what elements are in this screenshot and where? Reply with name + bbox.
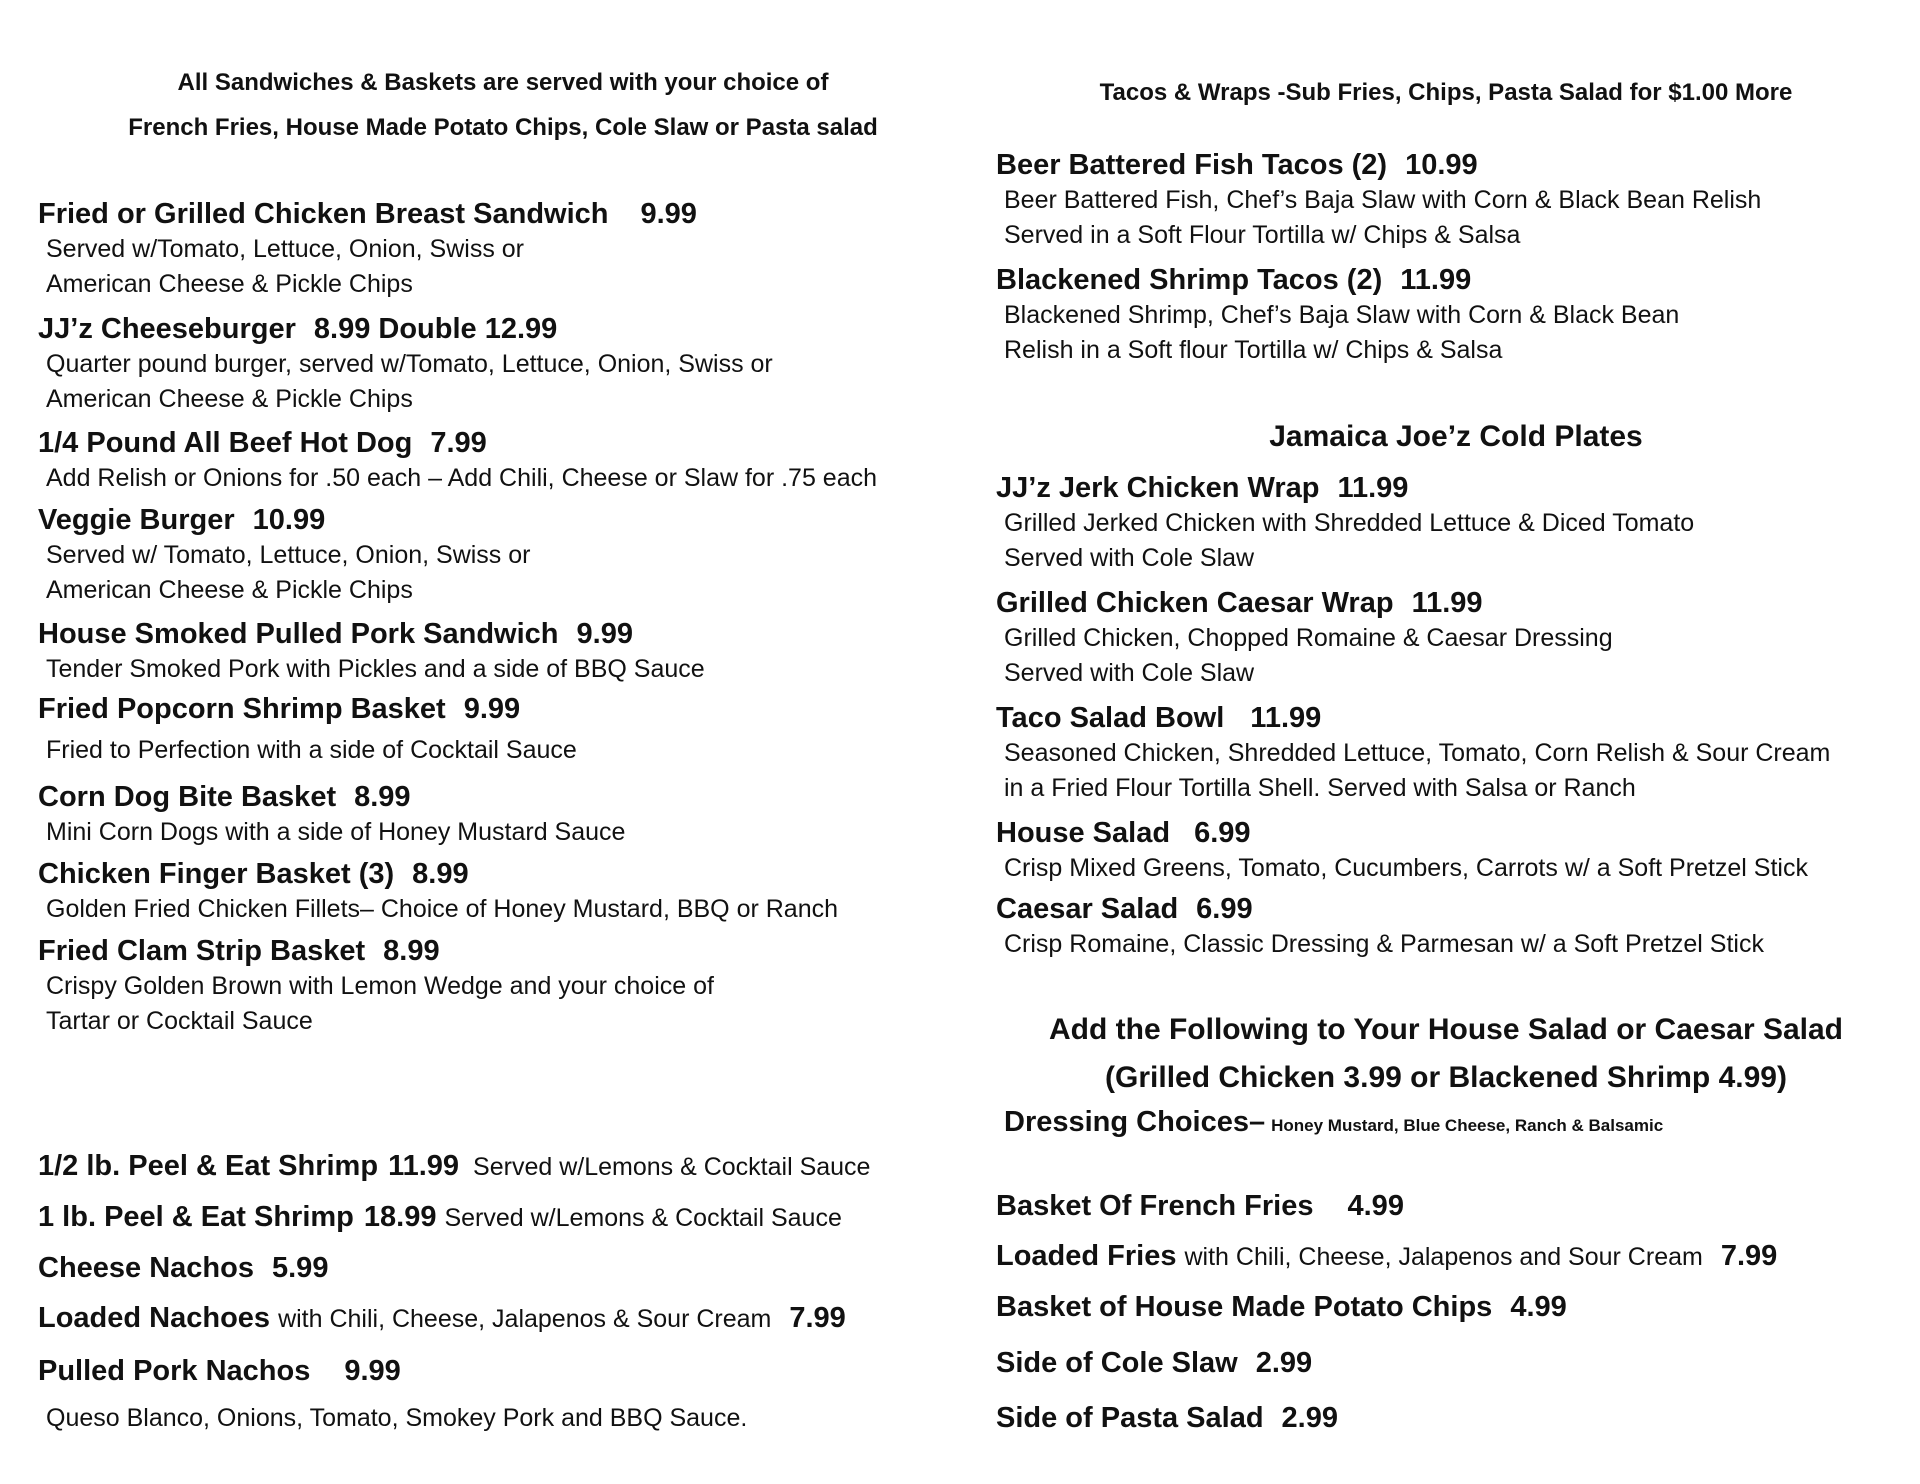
item-name: Corn Dog Bite Basket (38, 781, 337, 813)
item-name: Fried or Grilled Chicken Breast Sandwich (38, 198, 609, 230)
menu-item (38, 856, 958, 927)
tacos-wraps-intro: Tacos & Wraps -Sub Fries, Chips, Pasta Salad for $1.00 More (1099, 79, 1793, 106)
menu-item (996, 470, 1896, 576)
menu-item (996, 147, 1896, 253)
cold-plates-title: Jamaica Joe’z Cold Plates (1269, 420, 1643, 453)
item-description: Mini Corn Dogs with a side of Honey Mustard Sauce (46, 818, 626, 846)
menu-item (38, 1353, 958, 1436)
menu-item (996, 1188, 1896, 1224)
menu-item (996, 700, 1896, 806)
item-name: JJ’z Cheeseburger (38, 313, 296, 345)
item-price: 6.99 (1196, 893, 1253, 925)
item-description: Served in a Soft Flour Tortilla w/ Chips & Salsa (1004, 221, 1521, 249)
item-description: Fried to Perfection with a side of Cocktail Sauce (46, 736, 577, 764)
item-description: American Cheese & Pickle Chips (46, 385, 413, 413)
item-name: House Salad (996, 817, 1171, 849)
item-price: 7.99 (430, 427, 487, 459)
item-price: 8.99 (412, 858, 469, 890)
menu-item (996, 1238, 1896, 1275)
item-note: with Chili, Cheese, Jalapenos and Sour Cream (1184, 1243, 1703, 1271)
item-description: Queso Blanco, Onions, Tomato, Smokey Pork and BBQ Sauce. (46, 1404, 748, 1432)
menu-item (996, 891, 1896, 962)
item-name: Fried Clam Strip Basket (38, 935, 366, 967)
item-description: Crispy Golden Brown with Lemon Wedge and your choice of (46, 972, 714, 1000)
item-note: with Chili, Cheese, Jalapenos & Sour Cream (278, 1305, 772, 1333)
item-description: Served w/ Tomato, Lettuce, Onion, Swiss or (46, 541, 531, 569)
menu-item (38, 933, 958, 1039)
item-name: Side of Cole Slaw (996, 1347, 1238, 1379)
item-description: Tartar or Cocktail Sauce (46, 1007, 313, 1035)
dressing-label: Dressing Choices– (1004, 1106, 1266, 1138)
dressing-choices (1004, 1106, 1663, 1139)
item-name: Pulled Pork Nachos (38, 1355, 311, 1387)
item-price: 11.99 (1411, 587, 1483, 619)
menu-item (38, 779, 958, 850)
menu-item (38, 616, 958, 687)
item-name: 1 lb. Peel & Eat Shrimp (38, 1201, 354, 1233)
item-price: 11.99 (1250, 702, 1322, 734)
item-price: 18.99 (363, 1201, 437, 1233)
item-price: 6.99 (1194, 817, 1251, 849)
item-name: Fried Popcorn Shrimp Basket (38, 693, 446, 725)
menu-item (38, 425, 958, 496)
item-price: 9.99 (576, 618, 633, 650)
item-description: in a Fried Flour Tortilla Shell. Served with Salsa or Ranch (1004, 774, 1636, 802)
item-price: 11.99 (1337, 472, 1409, 504)
item-description: Golden Fried Chicken Fillets– Choice of Honey Mustard, BBQ or Ranch (46, 895, 839, 923)
item-description: Seasoned Chicken, Shredded Lettuce, Tomato, Corn Relish & Sour Cream (1004, 739, 1831, 767)
item-price: 4.99 (1510, 1291, 1567, 1323)
item-description: Relish in a Soft flour Tortilla w/ Chips & Salsa (1004, 336, 1503, 364)
item-price: 4.99 (1347, 1190, 1404, 1222)
item-name: Veggie Burger (38, 504, 235, 536)
sides-choice-intro: All Sandwiches & Baskets are served with your choice of French Fries, House Made Potato Chips, Cole Slaw or Pasta salad (128, 69, 878, 141)
item-price: 10.99 (252, 504, 326, 536)
item-price: 11.99 (1400, 264, 1472, 296)
item-price: 7.99 (789, 1302, 846, 1334)
item-name: Cheese Nachos (38, 1252, 254, 1284)
item-description: American Cheese & Pickle Chips (46, 576, 413, 604)
item-description: Beer Battered Fish, Chef’s Baja Slaw with Corn & Black Bean Relish (1004, 186, 1762, 214)
item-price: 7.99 (1720, 1240, 1778, 1272)
menu-item (38, 311, 958, 417)
item-name: Chicken Finger Basket (3) (38, 858, 395, 890)
dressing-list: Honey Mustard, Blue Cheese, Ranch & Balsamic (1271, 1116, 1664, 1135)
item-name: Loaded Fries (996, 1240, 1177, 1272)
item-name: Basket Of French Fries (996, 1190, 1314, 1222)
menu-item (996, 585, 1896, 691)
item-name: Basket of House Made Potato Chips (996, 1291, 1493, 1323)
menu-item (996, 1400, 1896, 1436)
item-name: 1/4 Pound All Beef Hot Dog (38, 427, 413, 459)
item-note: Served w/Lemons & Cocktail Sauce (473, 1153, 871, 1181)
item-description: Crisp Mixed Greens, Tomato, Cucumbers, Carrots w/ a Soft Pretzel Stick (1004, 854, 1808, 882)
menu-item (38, 196, 958, 302)
menu-item (38, 691, 958, 768)
item-name: Taco Salad Bowl (996, 702, 1225, 734)
item-name: Beer Battered Fish Tacos (2) (996, 149, 1388, 181)
item-description: Tender Smoked Pork with Pickles and a side of BBQ Sauce (46, 655, 705, 683)
item-name: Caesar Salad (996, 893, 1179, 925)
item-price: 2.99 (1281, 1402, 1338, 1434)
item-description: Add Relish or Onions for .50 each – Add Chili, Cheese or Slaw for .75 each (46, 464, 878, 492)
item-name: Loaded Nachoes (38, 1302, 271, 1334)
item-price: 8.99 (383, 935, 440, 967)
item-description: Quarter pound burger, served w/Tomato, Lettuce, Onion, Swiss or (46, 350, 773, 378)
menu-item (38, 1148, 958, 1185)
menu-item (38, 1250, 958, 1286)
item-price: 9.99 (463, 693, 521, 725)
menu-item (996, 1345, 1896, 1381)
menu-item (996, 262, 1896, 368)
item-name: Side of Pasta Salad (996, 1402, 1264, 1434)
menu-item (38, 1199, 958, 1236)
item-description: Served with Cole Slaw (1004, 544, 1255, 572)
salad-addon-note: Add the Following to Your House Salad or Caesar Salad (Grilled Chicken 3.99 or Blackened Shrimp 4.99) (1048, 1013, 1844, 1094)
item-description: Grilled Jerked Chicken with Shredded Lettuce & Diced Tomato (1004, 509, 1695, 537)
item-price: 9.99 (344, 1355, 401, 1387)
item-name: Grilled Chicken Caesar Wrap (996, 587, 1394, 619)
item-name: House Smoked Pulled Pork Sandwich (38, 618, 559, 650)
item-price: 2.99 (1255, 1347, 1313, 1379)
item-description: Served with Cole Slaw (1004, 659, 1255, 687)
item-description: Served w/Tomato, Lettuce, Onion, Swiss or (46, 235, 524, 263)
menu-item (996, 1289, 1896, 1325)
item-price: 5.99 (272, 1252, 329, 1284)
item-price: 10.99 (1405, 149, 1478, 181)
item-description: American Cheese & Pickle Chips (46, 270, 413, 298)
menu-item (38, 1300, 958, 1337)
menu-item (38, 502, 958, 608)
item-description: Blackened Shrimp, Chef’s Baja Slaw with Corn & Black Bean (1004, 301, 1680, 329)
item-name: Blackened Shrimp Tacos (2) (996, 264, 1383, 296)
item-price: 11.99 (388, 1150, 460, 1182)
item-price: 9.99 (640, 198, 697, 230)
menu-item (996, 815, 1896, 886)
item-name: 1/2 lb. Peel & Eat Shrimp (38, 1150, 379, 1182)
item-name: JJ’z Jerk Chicken Wrap (996, 472, 1320, 504)
item-note: Served w/Lemons & Cocktail Sauce (444, 1204, 842, 1232)
item-price: 8.99 (354, 781, 411, 813)
item-description: Crisp Romaine, Classic Dressing & Parmesan w/ a Soft Pretzel Stick (1004, 930, 1764, 958)
item-description: Grilled Chicken, Chopped Romaine & Caesar Dressing (1004, 624, 1613, 652)
item-price: 8.99 Double 12.99 (313, 313, 558, 345)
